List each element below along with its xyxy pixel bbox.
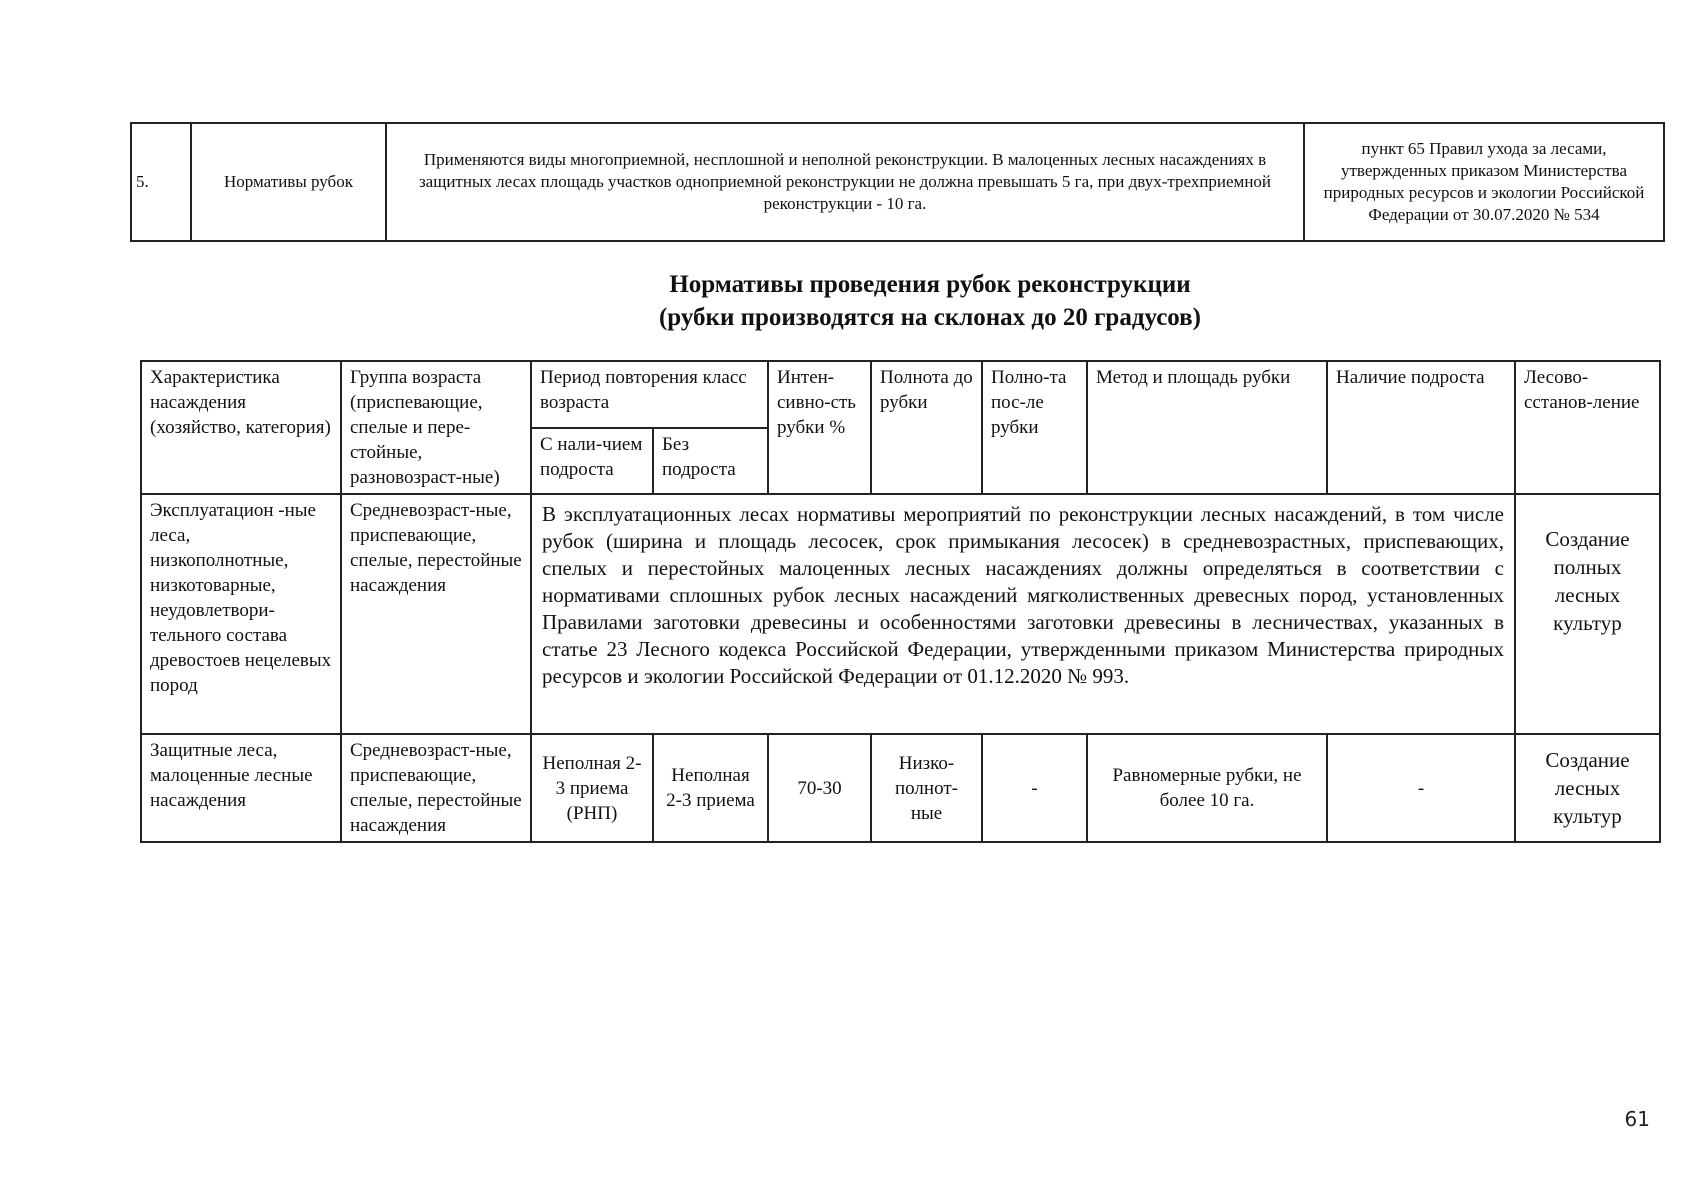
header-characteristic: Характеристика насаждения (хозяйство, категория) [141, 361, 341, 494]
row2-method: Равномерные рубки, не более 10 га. [1087, 734, 1327, 842]
header-reforestation: Лесово-сстанов-ление [1515, 361, 1660, 494]
reconstruction-norms-table [140, 360, 1661, 843]
header-without-undergrowth: Без подроста [653, 428, 768, 495]
row1-merged-text: В эксплуатационных лесах нормативы мероприятий по реконструкции лесных насаждений, в том числе рубок (ширина и площадь лесосек, срок примыкания лесосек) в средневозрастных, приспевающих, спелых и перестойных малоценных лесных насаждениях должны определяться в соответствии с нормативами сплошных рубок лесных насаждений мягколиственных древесных пород, установленных Правилами заготовки древесины и особенностями заготовки древесины в лесничествах, указанных в статье 23 Лесного кодекса Российской Федерации, утвержденными приказом Министерства природных ресурсов и экологии Российской Федерации от 01.12.2020 № 993. [531, 494, 1515, 734]
table-row [141, 494, 1660, 734]
row1-characteristic: Эксплуатацион -ные леса, низкополнотные, низкотоварные, неудовлетвори-тельного состава древостоев нецелевых пород [141, 494, 341, 734]
header-density-after: Полно-та пос-ле рубки [982, 361, 1087, 494]
row2-reforestation: Создание лесных культур [1515, 734, 1660, 842]
row2-with-undergrowth: Неполная 2-3 приема (РНП) [531, 734, 653, 842]
table-row [141, 734, 1660, 842]
row2-characteristic: Защитные леса, малоценные лесные насаждения [141, 734, 341, 842]
row2-density-before: Низко-полнот-ные [871, 734, 982, 842]
header-undergrowth: Наличие подроста [1327, 361, 1515, 494]
header-age-group: Группа возраста (приспевающие, спелые и пере-стойные, разновозраст-ные) [341, 361, 531, 494]
table-row [131, 123, 1664, 241]
heading-line-1: Нормативы проведения рубок реконструкции [669, 271, 1191, 298]
header-with-undergrowth: С нали-чием подроста [531, 428, 653, 495]
row1-reforestation: Создание полных лесных культур [1515, 494, 1660, 734]
row2-age-group: Средневозраст-ные, приспевающие, спелые, перестойные насаждения [341, 734, 531, 842]
section-heading [430, 268, 1430, 334]
continuation-table [130, 122, 1665, 242]
header-intensity: Интен-сивно-сть рубки % [768, 361, 871, 494]
row-reference: пункт 65 Правил ухода за лесами, утвержденных приказом Министерства природных ресурсов и экологии Российской Федерации от 30.07.2020 № 534 [1304, 123, 1664, 241]
header-row [141, 361, 1660, 428]
header-period: Период повторения класс возраста [531, 361, 768, 428]
row-text: Применяются виды многоприемной, несплошной и неполной реконструкции. В малоценных лесных насаждениях в защитных лесах площадь участков одноприемной реконструкции не должна превышать 5 га, при двух-трехприемной реконструкции - 10 га. [386, 123, 1304, 241]
row-name: Нормативы рубок [191, 123, 386, 241]
row2-intensity: 70-30 [768, 734, 871, 842]
row2-undergrowth: - [1327, 734, 1515, 842]
row-number: 5. [131, 123, 191, 241]
header-density-before: Полнота до рубки [871, 361, 982, 494]
row2-density-after: - [982, 734, 1087, 842]
page-number: 61 [1624, 1107, 1650, 1131]
row2-without-undergrowth: Неполная 2-3 приема [653, 734, 768, 842]
row1-age-group: Средневозраст-ные, приспевающие, спелые, перестойные насаждения [341, 494, 531, 734]
header-method: Метод и площадь рубки [1087, 361, 1327, 494]
heading-line-2: (рубки производятся на склонах до 20 градусов) [658, 304, 1202, 331]
